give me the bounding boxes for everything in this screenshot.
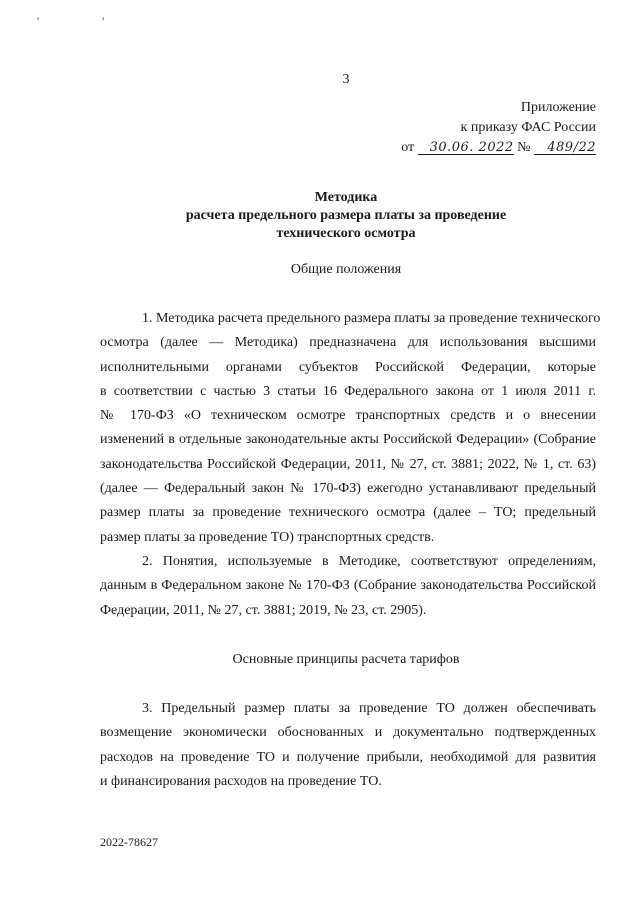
text-line: Федерации, 2011, № 27, ст. 3881; 2019, № 23, ст. 2905).	[100, 602, 427, 618]
text-line: (далее — Федеральный закон № 170-ФЗ) ежегодно устанавливают предельный	[100, 481, 596, 497]
section-heading-general: Общие положения	[290, 262, 402, 277]
document-title-line2: расчета предельного размера платы за проведение	[185, 208, 507, 223]
text-line: 1. Методика расчета предельного размера платы за проведение технического	[142, 311, 601, 326]
handwritten-date: 30.06. 2022	[418, 141, 514, 155]
order-reference: к приказу ФАС России	[460, 120, 596, 135]
from-label: от	[401, 140, 415, 155]
text-line: 3. Предельный размер платы за проведение ТО должен обеспечивать	[142, 701, 596, 716]
text-line: осмотра (далее — Методика) предназначена для использования высшими	[100, 335, 596, 351]
order-date-number	[401, 140, 596, 156]
text-line: законодательства Российской Федерации, 2011, № 27, ст. 3881; 2022, № 1, ст. 63)	[100, 456, 596, 472]
text-line: размер платы за проведение ТО) транспортных средств.	[100, 529, 435, 545]
text-line: изменений в отдельные законодательные акты Российской Федерации» (Собрание	[100, 432, 596, 448]
text-line: № 170-ФЗ «О техническом осмотре транспортных средств и о внесении	[100, 408, 596, 424]
text-line: расходов на проведение ТО и получение прибыли, необходимой для развития	[100, 749, 596, 765]
text-line: размер платы за проведение технического осмотра (далее – ТО; предельный	[100, 505, 596, 521]
text-line: данным в Федеральном законе № 170-ФЗ (Собрание законодательства Российской	[100, 578, 596, 594]
text-line: возмещение экономически обоснованных и документально подтвержденных	[100, 725, 596, 741]
paragraph-1	[100, 307, 601, 550]
page-number: 3	[342, 72, 350, 87]
paragraph-2	[100, 550, 596, 623]
document-title-line3: технического осмотра	[276, 226, 416, 241]
appendix-label: Приложение	[520, 100, 596, 115]
text-line: 2. Понятия, используемые в Методике, соответствуют определениям,	[142, 554, 596, 569]
section-heading-principles: Основные принципы расчета тарифов	[232, 652, 460, 667]
text-line: исполнительными органами субъектов Российской Федерации, которые	[100, 359, 596, 375]
number-label: №	[517, 140, 531, 155]
document-code: 2022-78627	[100, 835, 158, 849]
scan-marks: ' '	[37, 14, 135, 28]
document-title: Методика	[314, 190, 378, 205]
handwritten-number: 489/22	[534, 141, 596, 155]
paragraph-3	[100, 697, 596, 794]
text-line: в соответствии с частью 3 статьи 16 Федерального закона от 1 июля 2011 г.	[100, 383, 596, 399]
text-line: и финансирования расходов на проведение ТО.	[100, 773, 382, 789]
